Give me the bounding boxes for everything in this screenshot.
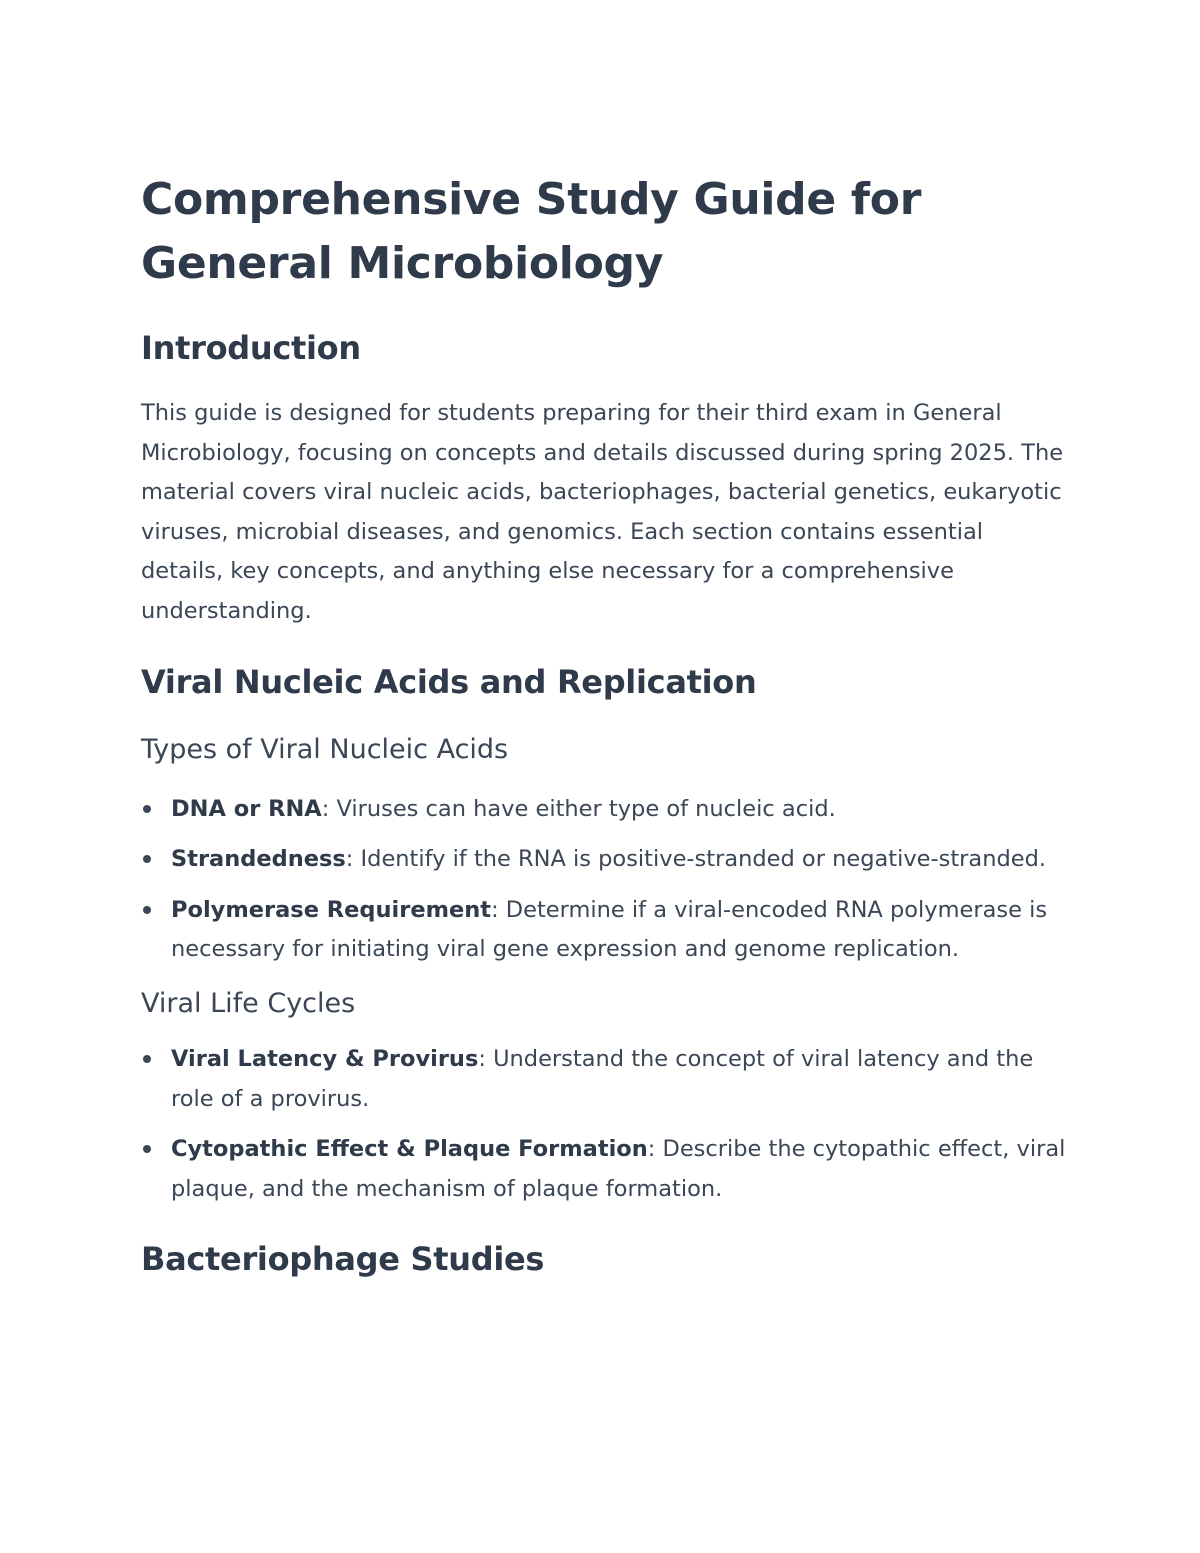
bullet-dot-icon xyxy=(143,906,151,914)
list-item-term: Polymerase Requirement xyxy=(171,896,492,923)
list-item xyxy=(141,1130,1071,1209)
subsection-heading-life-cycles: Viral Life Cycles xyxy=(141,987,356,1019)
list-item-text: Describe the cytopathic effect, viral plaque, and the mechanism of plaque formation. xyxy=(171,1136,1066,1202)
document-page xyxy=(141,168,1071,1281)
list-item xyxy=(141,840,1071,880)
list-item-separator: : xyxy=(345,846,361,873)
list-item xyxy=(141,891,1071,970)
list-item-separator: : xyxy=(491,896,506,923)
section-heading-viral-nucleic-acids: Viral Nucleic Acids and Replication xyxy=(141,662,757,701)
bullet-dot-icon xyxy=(143,855,151,863)
list-item-text: Identify if the RNA is positive-stranded or negative-stranded. xyxy=(360,846,1047,873)
page-title: Comprehensive Study Guide for General Microbiology xyxy=(141,174,922,289)
list-item-text: Determine if a viral-encoded RNA polymerase is necessary for initiating viral gene expression and genome replication. xyxy=(171,896,1048,963)
section-heading-bacteriophage: Bacteriophage Studies xyxy=(141,1240,545,1279)
bullet-dot-icon xyxy=(143,805,151,813)
section-heading-introduction: Introduction xyxy=(141,329,361,367)
list-item-term: DNA or RNA xyxy=(171,795,322,822)
types-list xyxy=(141,790,1071,970)
list-item-term: Strandedness xyxy=(171,846,346,873)
list-item-term: Cytopathic Effect & Plaque Formation xyxy=(171,1136,648,1163)
list-item-term: Viral Latency & Provirus xyxy=(171,1045,479,1072)
list-item-separator: : xyxy=(647,1136,663,1163)
life-cycles-list xyxy=(141,1040,1071,1209)
bullet-dot-icon xyxy=(143,1145,151,1153)
list-item xyxy=(141,1040,1071,1119)
list-item-text: Viruses can have either type of nucleic acid. xyxy=(336,795,836,822)
list-item-text: Understand the concept of viral latency and the role of a provirus. xyxy=(171,1045,1034,1112)
list-item-separator: : xyxy=(478,1045,494,1072)
list-item-separator: : xyxy=(321,795,337,822)
list-item xyxy=(141,790,1071,830)
subsection-heading-types: Types of Viral Nucleic Acids xyxy=(141,733,509,765)
bullet-dot-icon xyxy=(143,1055,151,1063)
introduction-paragraph: This guide is designed for students preparing for their third exam in General Microbiology, focusing on concepts and details discussed during spring 2025. The material covers viral nucleic acids, bacteriophages, bacterial genetics, eukaryotic viruses, microbial diseases, and genomics. Each section contains essential details, key concepts, and anything else necessary for a comprehensive understanding. xyxy=(141,400,1064,624)
